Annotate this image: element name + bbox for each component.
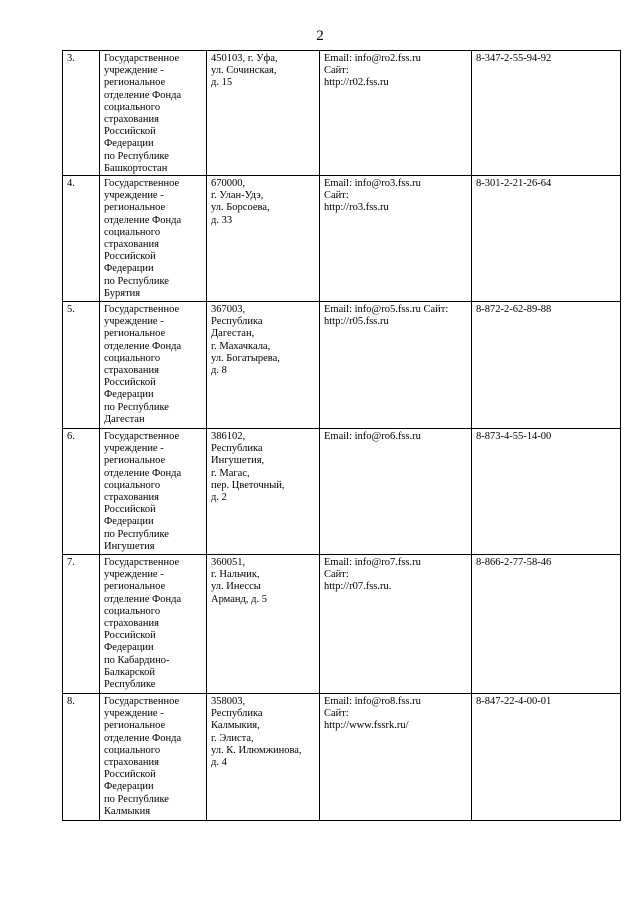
contacts-cell: Email: info@ro3.fss.ru Сайт: http://ro3.fss.ru — [320, 176, 472, 302]
organization-name-cell: Государственное учреждение - региональное отделение Фонда социального страхования Российской Федерации по Республике Калмыкия — [100, 694, 207, 821]
organization-name-cell: Государственное учреждение - региональное отделение Фонда социального страхования Российской Федерации по Республике Бурятия — [100, 176, 207, 302]
table-row — [63, 429, 621, 555]
organization-name-cell: Государственное учреждение - региональное отделение Фонда социального страхования Российской Федерации по Кабардино- Балкарской Республике — [100, 555, 207, 694]
row-number-cell: 4. — [63, 176, 100, 302]
phone-cell: 8-301-2-21-26-64 — [472, 176, 621, 302]
row-number-cell: 7. — [63, 555, 100, 694]
offices-table — [62, 50, 621, 821]
phone-cell: 8-847-22-4-00-01 — [472, 694, 621, 821]
table-row — [63, 555, 621, 694]
table-row — [63, 51, 621, 176]
table-row — [63, 176, 621, 302]
table-row — [63, 302, 621, 429]
contacts-cell: Email: info@ro8.fss.ru Сайт: http://www.fssrk.ru/ — [320, 694, 472, 821]
page-number: 2 — [316, 28, 324, 44]
phone-cell: 8-347-2-55-94-92 — [472, 51, 621, 176]
row-number-cell: 3. — [63, 51, 100, 176]
address-cell: 386102, Республика Ингушетия, г. Магас, пер. Цветочный, д. 2 — [207, 429, 320, 555]
contacts-cell: Email: info@ro2.fss.ru Сайт: http://r02.fss.ru — [320, 51, 472, 176]
address-cell: 367003, Республика Дагестан, г. Махачкала, ул. Богатырева, д. 8 — [207, 302, 320, 429]
row-number-cell: 8. — [63, 694, 100, 821]
organization-name-cell: Государственное учреждение - региональное отделение Фонда социального страхования Российской Федерации по Республике Башкортостан — [100, 51, 207, 176]
address-cell: 360051, г. Нальчик, ул. Инессы Арманд, д. 5 — [207, 555, 320, 694]
address-cell: 358003, Республика Калмыкия, г. Элиста, ул. К. Илюмжинова, д. 4 — [207, 694, 320, 821]
table-row — [63, 694, 621, 821]
row-number-cell: 5. — [63, 302, 100, 429]
address-cell: 450103, г. Уфа, ул. Сочинская, д. 15 — [207, 51, 320, 176]
organization-name-cell: Государственное учреждение - региональное отделение Фонда социального страхования Российской Федерации по Республике Дагестан — [100, 302, 207, 429]
row-number-cell: 6. — [63, 429, 100, 555]
phone-cell: 8-872-2-62-89-88 — [472, 302, 621, 429]
contacts-cell: Email: info@ro7.fss.ru Сайт: http://r07.fss.ru. — [320, 555, 472, 694]
phone-cell: 8-873-4-55-14-00 — [472, 429, 621, 555]
contacts-cell: Email: info@ro5.fss.ru Сайт: http://r05.fss.ru — [320, 302, 472, 429]
organization-name-cell: Государственное учреждение - региональное отделение Фонда социального страхования Российской Федерации по Республике Ингушетия — [100, 429, 207, 555]
contacts-cell: Email: info@ro6.fss.ru — [320, 429, 472, 555]
phone-cell: 8-866-2-77-58-46 — [472, 555, 621, 694]
address-cell: 670000, г. Улан-Удэ, ул. Борсоева, д. 33 — [207, 176, 320, 302]
